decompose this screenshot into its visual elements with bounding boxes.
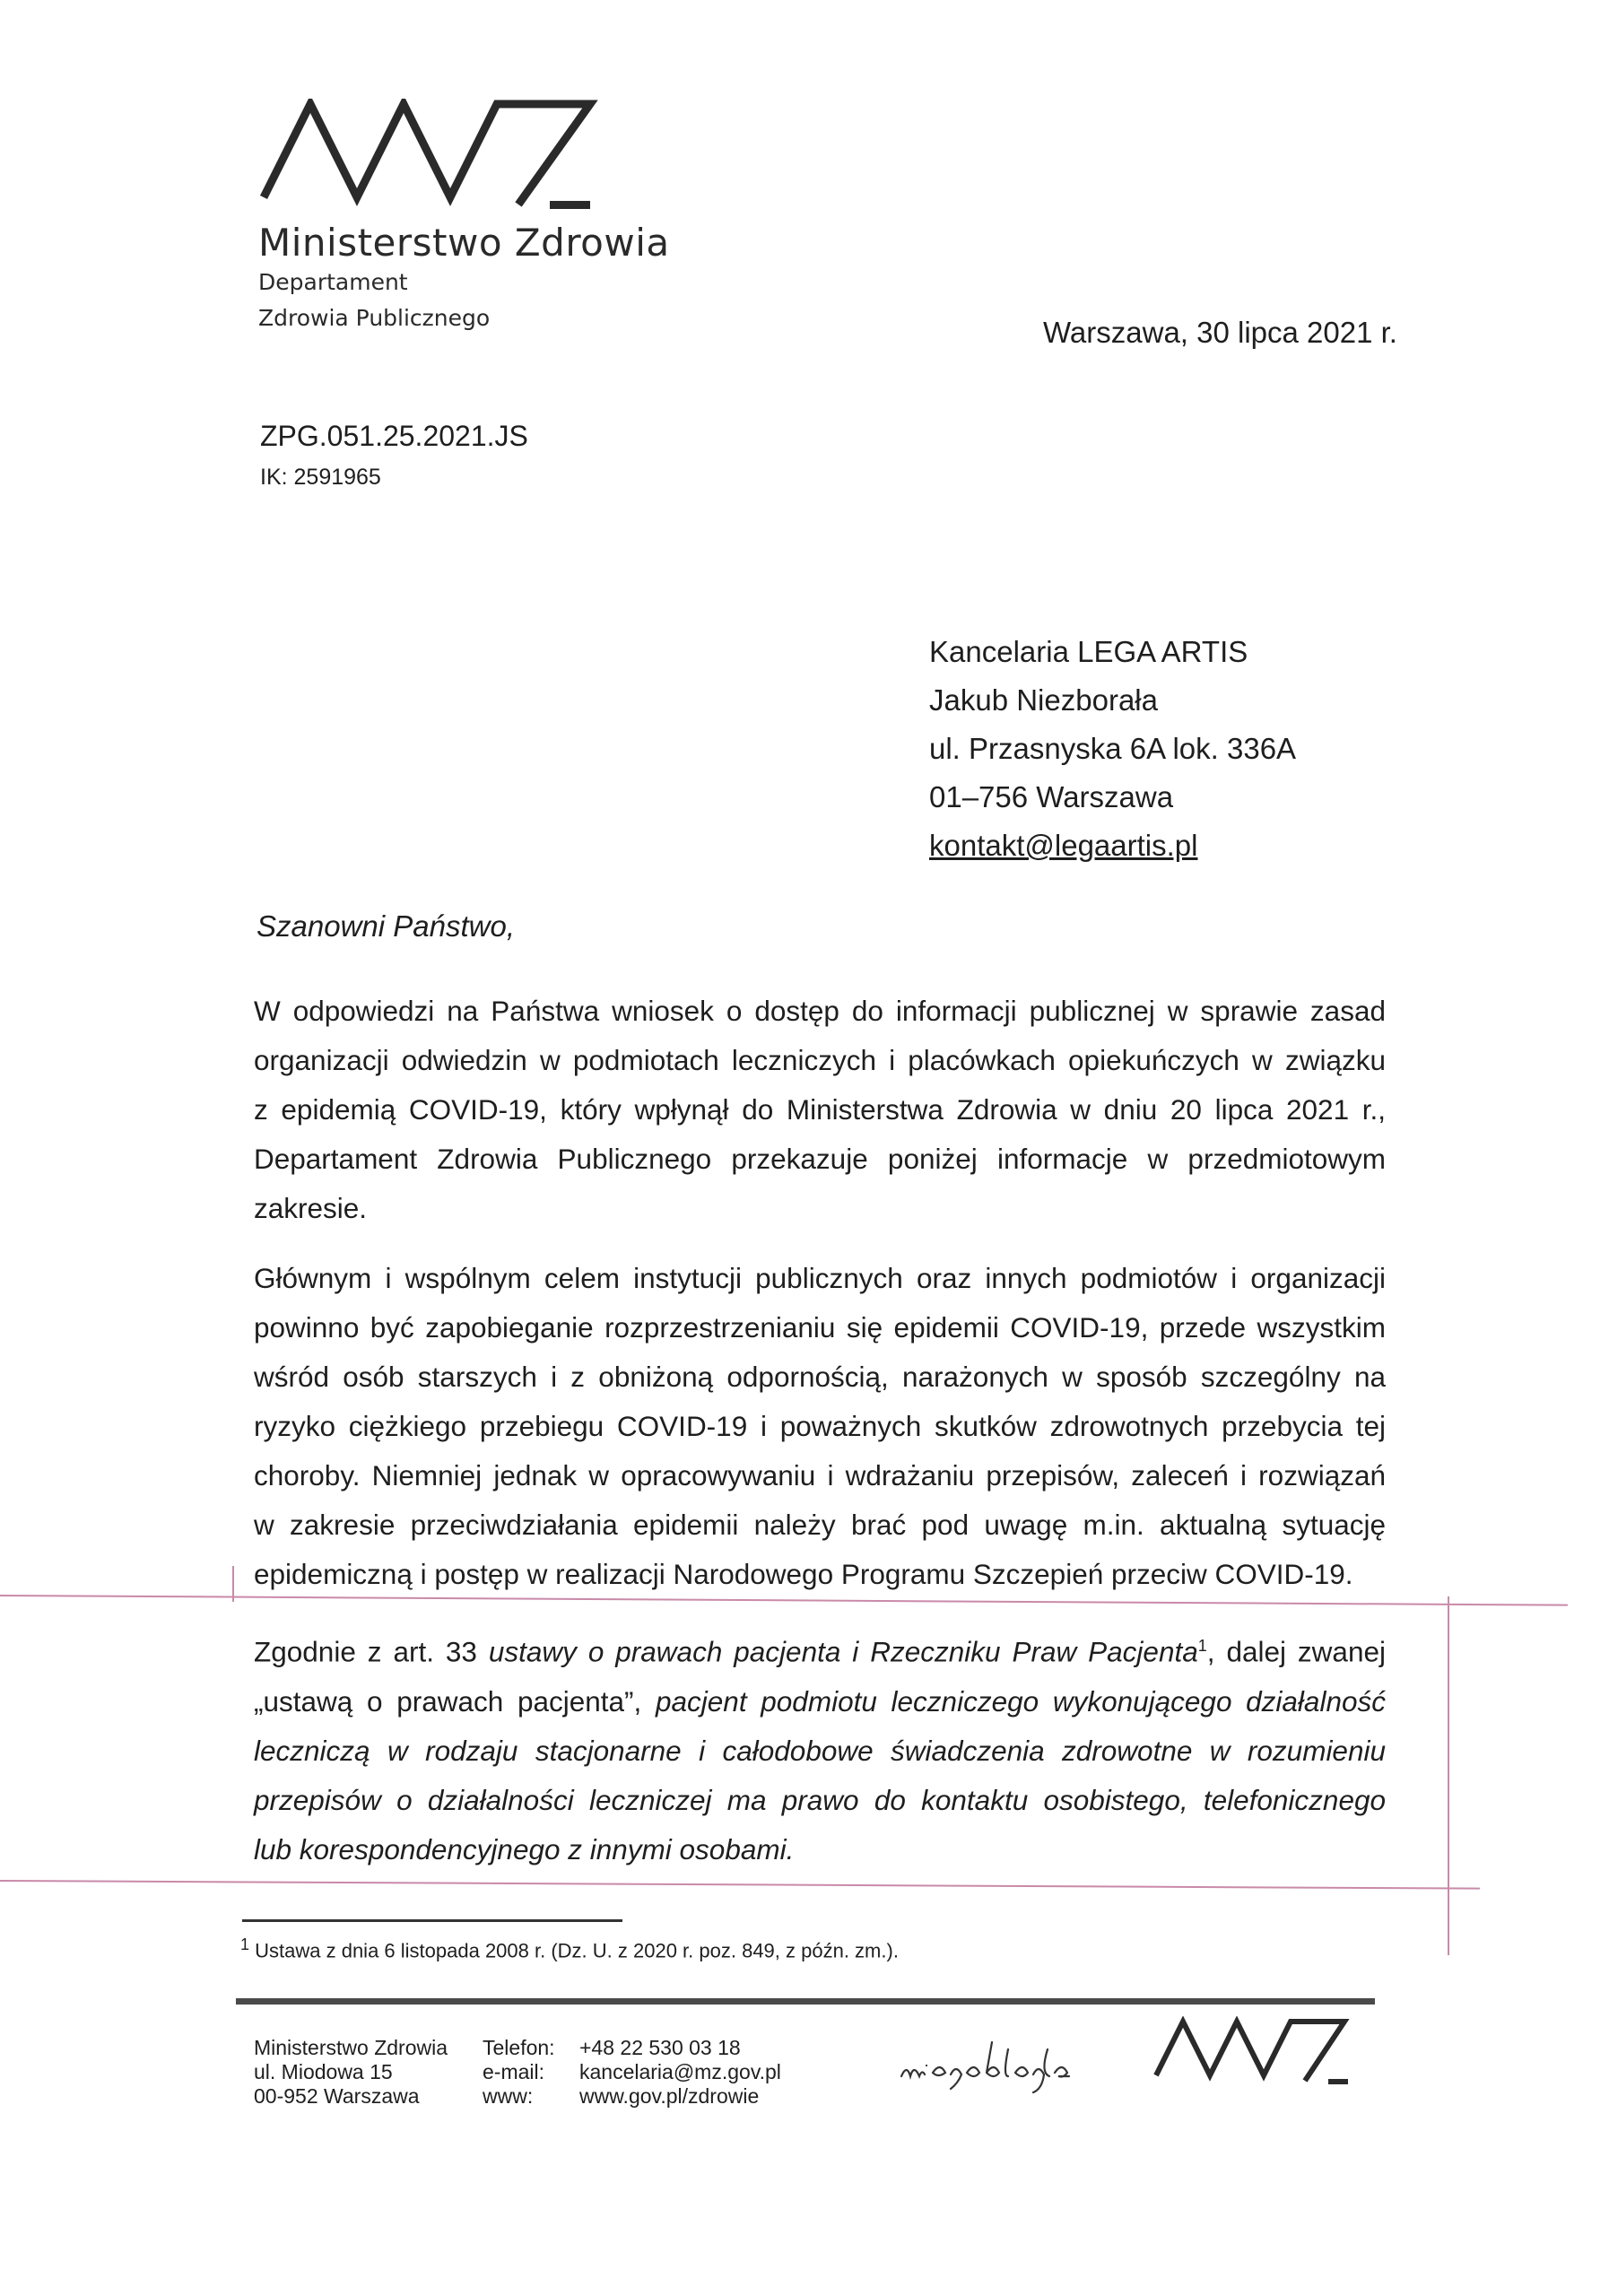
paragraph-2 [254, 1254, 1386, 1599]
footer-labels [483, 2036, 555, 2109]
mz-logo-icon [1152, 2016, 1359, 2088]
footnote-number: 1 [240, 1935, 250, 1953]
text-run: , dalej zwanej [1206, 1635, 1386, 1668]
footer-email: kancelaria@mz.gov.pl [579, 2060, 781, 2083]
footer-rule [236, 1998, 1375, 2005]
text-run: Zgodnie z art. 33 [254, 1635, 489, 1668]
ik-number: IK: 2591965 [260, 465, 381, 490]
paragraph-3-line: leczniczą w rodzaju stacjonarne i całodobowe świadczenia zdrowotne w rozumieniu [254, 1734, 1386, 1767]
paragraph-1-line: z epidemią COVID-19, który wpłynął do Ministerstwa Zdrowia w dniu 20 lipca 2021 r., [254, 1093, 1386, 1126]
footer-address-line: 00-952 Warszawa [254, 2084, 420, 2108]
paragraph-1-line: organizacji odwiedzin w podmiotach leczniczych i placówkach opiekuńczych w związku [254, 1044, 1386, 1076]
paragraph-2-line: wśród osób starszych i z obniżoną odpornością, narażonych w sposób szczególny na [254, 1361, 1386, 1393]
footnote [240, 1935, 899, 1962]
footnote-ref: 1 [1197, 1637, 1207, 1655]
paragraph-3-line [254, 1677, 1386, 1726]
paragraph-1 [254, 987, 1386, 1233]
paragraph-3-line [254, 1622, 1386, 1677]
paragraph-2-line: ryzyko ciężkiego przebiegu COVID-19 i poważnych skutków zdrowotnych przebycia tej [254, 1410, 1386, 1442]
paragraph-3-line: lub korespondencyjnego z innymi osobami. [254, 1832, 795, 1866]
footer-label: www: [483, 2084, 534, 2108]
footer-label: Telefon: [483, 2036, 555, 2059]
greeting: Szanowni Państwo, [257, 909, 515, 943]
paragraph-2-line: Głównym i wspólnym celem instytucji publicznych oraz innych podmiotów i organizacji [254, 1262, 1386, 1294]
footer-address-line: Ministerstwo Zdrowia [254, 2036, 448, 2059]
footer-values [579, 2036, 781, 2109]
annotation-line-bottom [0, 1880, 1480, 1890]
department-line-2: Zdrowia Publicznego [258, 305, 491, 331]
recipient-street: ul. Przasnyska 6A lok. 336A [929, 732, 1297, 765]
paragraph-2-line: choroby. Niemniej jednak w opracowywaniu i wdrażaniu przepisów, zaleceń i rozwiązań [254, 1459, 1386, 1492]
paragraph-2-line: powinno być zapobieganie rozprzestrzenianiu się epidemii COVID-19, przede wszystkim [254, 1311, 1386, 1344]
paragraph-3 [254, 1622, 1386, 1874]
footnote-text: Ustawa z dnia 6 listopada 2008 r. (Dz. U. z 2020 r. poz. 849, z późn. zm.). [249, 1939, 899, 1962]
ministry-name: Ministerstwo Zdrowia [258, 221, 670, 265]
recipient-email-link[interactable]: kontakt@legaartis.pl [929, 829, 1198, 862]
quoted-text: pacjent podmiotu leczniczego wykonującego działalność [656, 1684, 1386, 1718]
recipient-firm: Kancelaria LEGA ARTIS [929, 635, 1248, 668]
footer-website: www.gov.pl/zdrowie [579, 2084, 760, 2108]
paragraph-2-line: epidemiczną i postęp w realizacji Narodowego Programu Szczepień przeciw COVID-19. [254, 1558, 1353, 1590]
annotation-line-right [1448, 1596, 1449, 1955]
statute-title: ustawy o prawach pacjenta i Rzeczniku Praw Pacjenta [488, 1635, 1198, 1668]
footnote-rule [242, 1919, 622, 1922]
recipient-name: Jakub Niezborała [929, 683, 1158, 717]
paragraph-1-line: W odpowiedzi na Państwa wniosek o dostęp do informacji publicznej w sprawie zasad [254, 995, 1386, 1027]
footer-address [254, 2036, 448, 2109]
paragraph-3-line: przepisów o działalności leczniczej ma prawo do kontaktu osobistego, telefonicznego [254, 1783, 1386, 1816]
footer-address-line: ul. Miodowa 15 [254, 2060, 393, 2083]
footer-label: e-mail: [483, 2060, 545, 2083]
paragraph-2-line: w zakresie przeciwdziałania epidemii należy brać pod uwagę m.in. aktualną sytuację [254, 1509, 1386, 1541]
recipient-city: 01–756 Warszawa [929, 780, 1174, 813]
reference-number: ZPG.051.25.2021.JS [260, 420, 528, 452]
text-run: „ustawą o prawach pacjenta”, [254, 1684, 656, 1718]
department-line-1: Departament [258, 269, 408, 295]
mz-logo-icon [258, 99, 599, 215]
letter-date: Warszawa, 30 lipca 2021 r. [1043, 316, 1397, 349]
annotation-line-left [232, 1566, 234, 1602]
paragraph-1-line: zakresie. [254, 1192, 368, 1224]
recipient-email-wrap [929, 822, 1197, 870]
footer-phone: +48 22 530 03 18 [579, 2036, 741, 2059]
paragraph-1-line: Departament Zdrowia Publicznego przekazuje poniżej informacje w przedmiotowym [254, 1143, 1386, 1175]
niepodlegla-signature [897, 2031, 1112, 2103]
